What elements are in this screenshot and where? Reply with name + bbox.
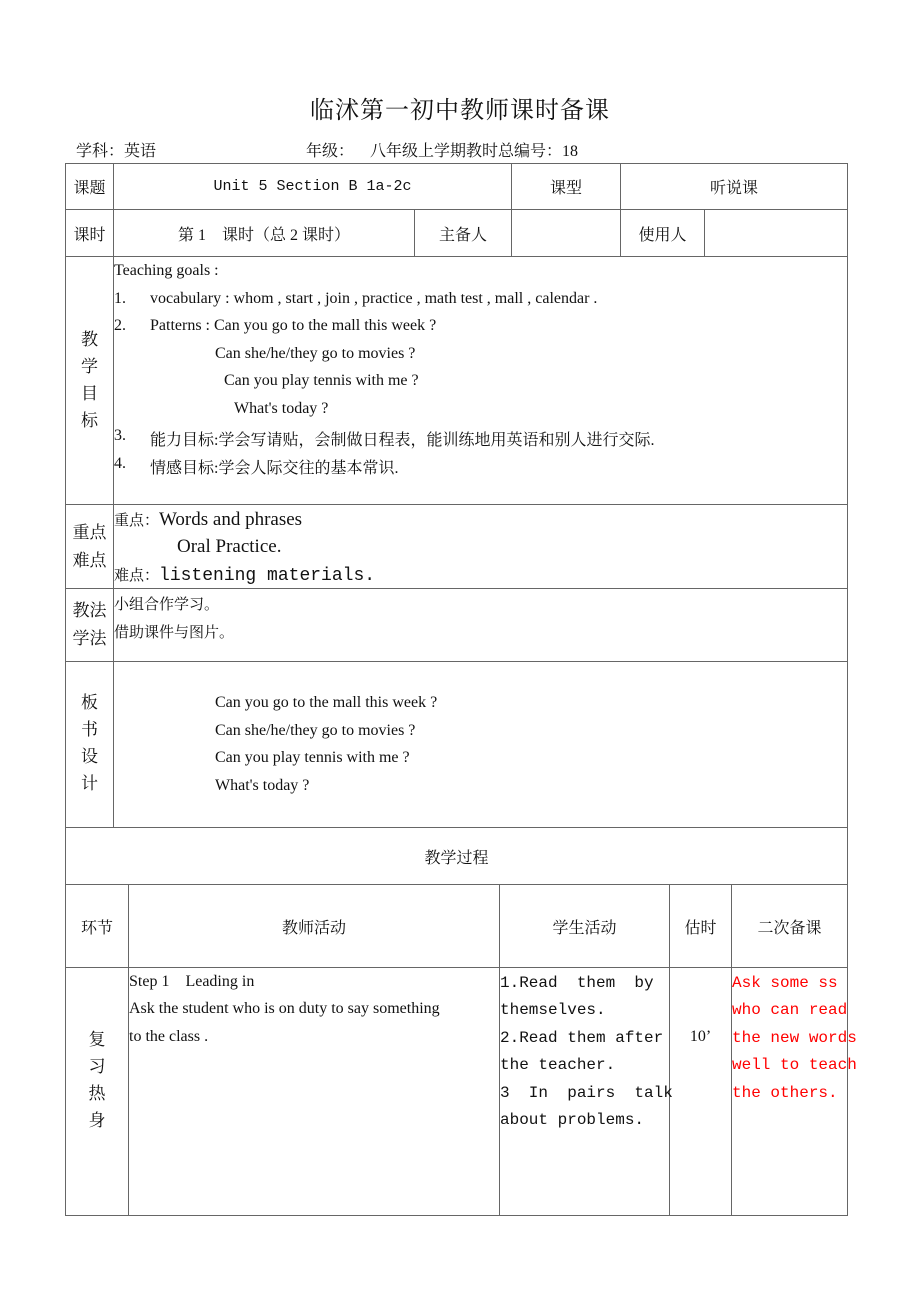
topic-value: Unit 5 Section B 1a-2c	[213, 178, 412, 195]
col-header-teacher: 教师活动	[281, 919, 346, 937]
key-point-line2: Oral Practice.	[177, 536, 282, 557]
document-title: 临沭第一初中教师课时备课	[310, 98, 610, 124]
goal-text: 能力目标:学会写请贴，会制做日程表，能训练地用英语和别人进行交际.	[150, 432, 655, 449]
goal-num: 1.	[114, 290, 126, 307]
goal-text: Can you play tennis with me ?	[224, 372, 419, 389]
col-header-time: 估时	[684, 919, 717, 937]
method-item: 小组合作学习。	[114, 597, 220, 613]
process-title: 教学过程	[424, 849, 489, 867]
teacher-activity-line: to the class .	[129, 1028, 209, 1045]
topic-label: 课题	[73, 180, 106, 197]
student-activity-line: themselves.	[500, 1001, 606, 1019]
grade-value: 八年级上学期教时总编号：18	[370, 143, 579, 160]
student-activity-line: 2.Read them after	[500, 1029, 664, 1047]
goal-text: 情感目标:学会人际交往的基本常识.	[150, 460, 399, 477]
student-activity-line: the teacher.	[500, 1056, 616, 1074]
preparer-label: 主备人	[438, 226, 487, 244]
student-activity-line: 3 In pairs talk	[500, 1084, 673, 1102]
student-activity-line: 1.Read them by	[500, 974, 654, 992]
method-item: 借助课件与图片。	[114, 625, 235, 641]
goals-heading: Teaching goals :	[114, 262, 219, 279]
col-header-notes: 二次备课	[757, 919, 822, 937]
methods-label: 教法 学法	[72, 601, 107, 648]
key-point: 重点：Words and phrases	[114, 509, 303, 530]
col-header-student: 学生活动	[552, 919, 617, 937]
time-estimate: 10’	[689, 1028, 712, 1045]
notes-line: well to teach	[732, 1056, 857, 1074]
goal-text: What's today ?	[234, 400, 329, 417]
lesson-type-value: 听说课	[709, 180, 758, 197]
goal-text: Can she/he/they go to movies ?	[215, 345, 416, 362]
teacher-activity-line: Step 1 Leading in	[129, 973, 255, 990]
difficult-point: 难点：listening materials.	[114, 566, 376, 586]
goals-label: 教 学 目 标	[81, 330, 98, 430]
col-header-stage: 环节	[80, 919, 113, 937]
board-line: Can you go to the mall this week ?	[215, 694, 438, 711]
stage-label: 复 习 热 身	[88, 1030, 106, 1130]
teacher-activity-line: Ask the student who is on duty to say something	[129, 1000, 440, 1017]
user-label: 使用人	[638, 226, 687, 244]
notes-line: who can read	[732, 1001, 848, 1019]
board-line: What's today ?	[215, 777, 310, 794]
notes-line: the others.	[732, 1084, 838, 1102]
goal-num: 2.	[114, 317, 126, 334]
notes-line: Ask some ss	[732, 974, 838, 992]
preparer-value[interactable]	[512, 210, 620, 256]
goal-text: vocabulary : whom , start , join , practice , math test , mall , calendar .	[150, 290, 598, 307]
notes-line: the new words	[732, 1029, 857, 1047]
board-line: Can she/he/they go to movies ?	[215, 722, 416, 739]
goal-num: 3.	[114, 427, 126, 444]
grade-label: 年级：	[306, 143, 355, 160]
key-points-label: 重点 难点	[72, 523, 107, 570]
user-value[interactable]	[705, 210, 847, 256]
goal-text: Patterns : Can you go to the mall this week ?	[150, 317, 437, 334]
lesson-type-label: 课型	[549, 180, 582, 197]
goal-num: 4.	[114, 455, 126, 472]
subject-label: 学科：英语	[76, 143, 157, 160]
student-activity-line: about problems.	[500, 1111, 645, 1129]
period-value: 第 1 课时（总 2 课时）	[177, 226, 350, 244]
board-line: Can you play tennis with me ?	[215, 749, 410, 766]
board-design-label: 板 书 设 计	[81, 693, 98, 793]
period-label: 课时	[73, 226, 106, 244]
